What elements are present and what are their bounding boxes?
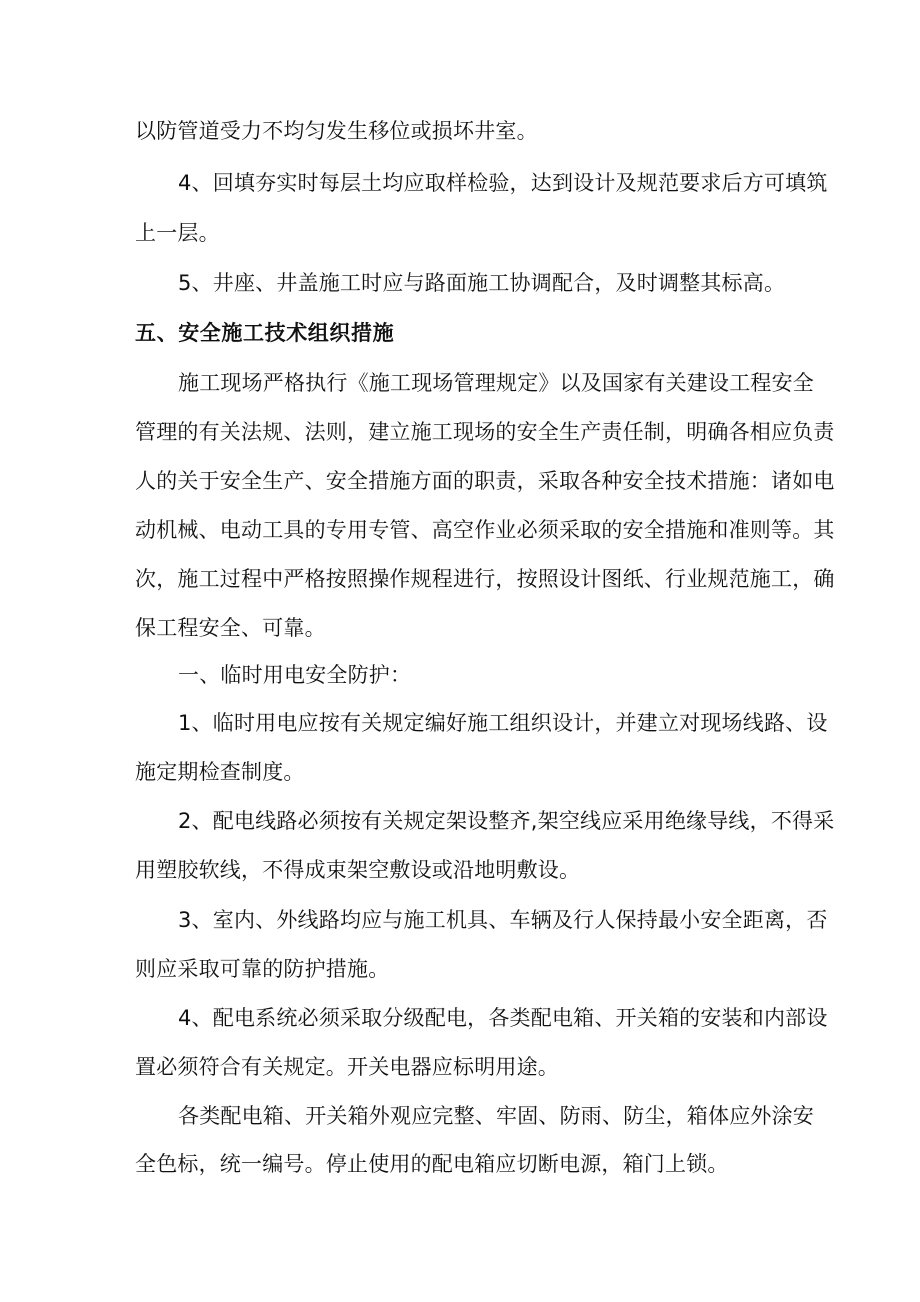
paragraph-line: 动机械、电动工具的专用专管、高空作业必须采取的安全措施和准则等。其 xyxy=(135,518,835,542)
paragraph-line: 保工程安全、可靠。 xyxy=(135,616,326,640)
paragraph-line: 次，施工过程中严格按照操作规程进行，按照设计图纸、行业规范施工，确 xyxy=(135,567,835,591)
paragraph-line: 3、室内、外线路均应与施工机具、车辆及行人保持最小安全距离，否 xyxy=(178,908,828,932)
paragraph-line: 施工现场严格执行《施工现场管理规定》以及国家有关建设工程安全 xyxy=(178,371,814,395)
paragraph-line: 上一层。 xyxy=(135,221,220,245)
paragraph-line: 各类配电箱、开关箱外观应完整、牢固、防雨、防尘，箱体应外涂安 xyxy=(178,1104,814,1128)
paragraph-line: 2、配电线路必须按有关规定架设整齐,架空线应采用绝缘导线，不得采 xyxy=(178,809,835,833)
paragraph-line: 则应采取可靠的防护措施。 xyxy=(135,957,390,981)
paragraph-line: 4、配电系统必须采取分级配电，各类配电箱、开关箱的安装和内部设 xyxy=(178,1006,828,1030)
paragraph-line: 1、临时用电应按有关规定编好施工组织设计，并建立对现场线路、设 xyxy=(178,711,828,735)
section-heading: 五、安全施工技术组织措施 xyxy=(135,321,395,345)
paragraph-line: 以防管道受力不均匀发生移位或损坏井室。 xyxy=(135,119,538,143)
paragraph-line: 人的关于安全生产、安全措施方面的职责，采取各种安全技术措施：诸如电 xyxy=(135,469,835,493)
paragraph-line: 管理的有关法规、法则，建立施工现场的安全生产责任制，明确各相应负责 xyxy=(135,420,835,444)
paragraph-line: 一、临时用电安全防护： xyxy=(178,663,412,687)
paragraph-line: 5、井座、井盖施工时应与路面施工协调配合，及时调整其标高。 xyxy=(178,271,786,295)
paragraph-line: 置必须符合有关规定。开关电器应标明用途。 xyxy=(135,1055,559,1079)
paragraph-line: 4、回填夯实时每层土均应取样检验，达到设计及规范要求后方可填筑 xyxy=(178,171,828,195)
paragraph-line: 施定期检查制度。 xyxy=(135,760,305,784)
paragraph-line: 用塑胶软线，不得成束架空敷设或沿地明敷设。 xyxy=(135,858,581,882)
paragraph-line: 全色标，统一编号。停止使用的配电箱应切断电源，箱门上锁。 xyxy=(135,1152,729,1176)
